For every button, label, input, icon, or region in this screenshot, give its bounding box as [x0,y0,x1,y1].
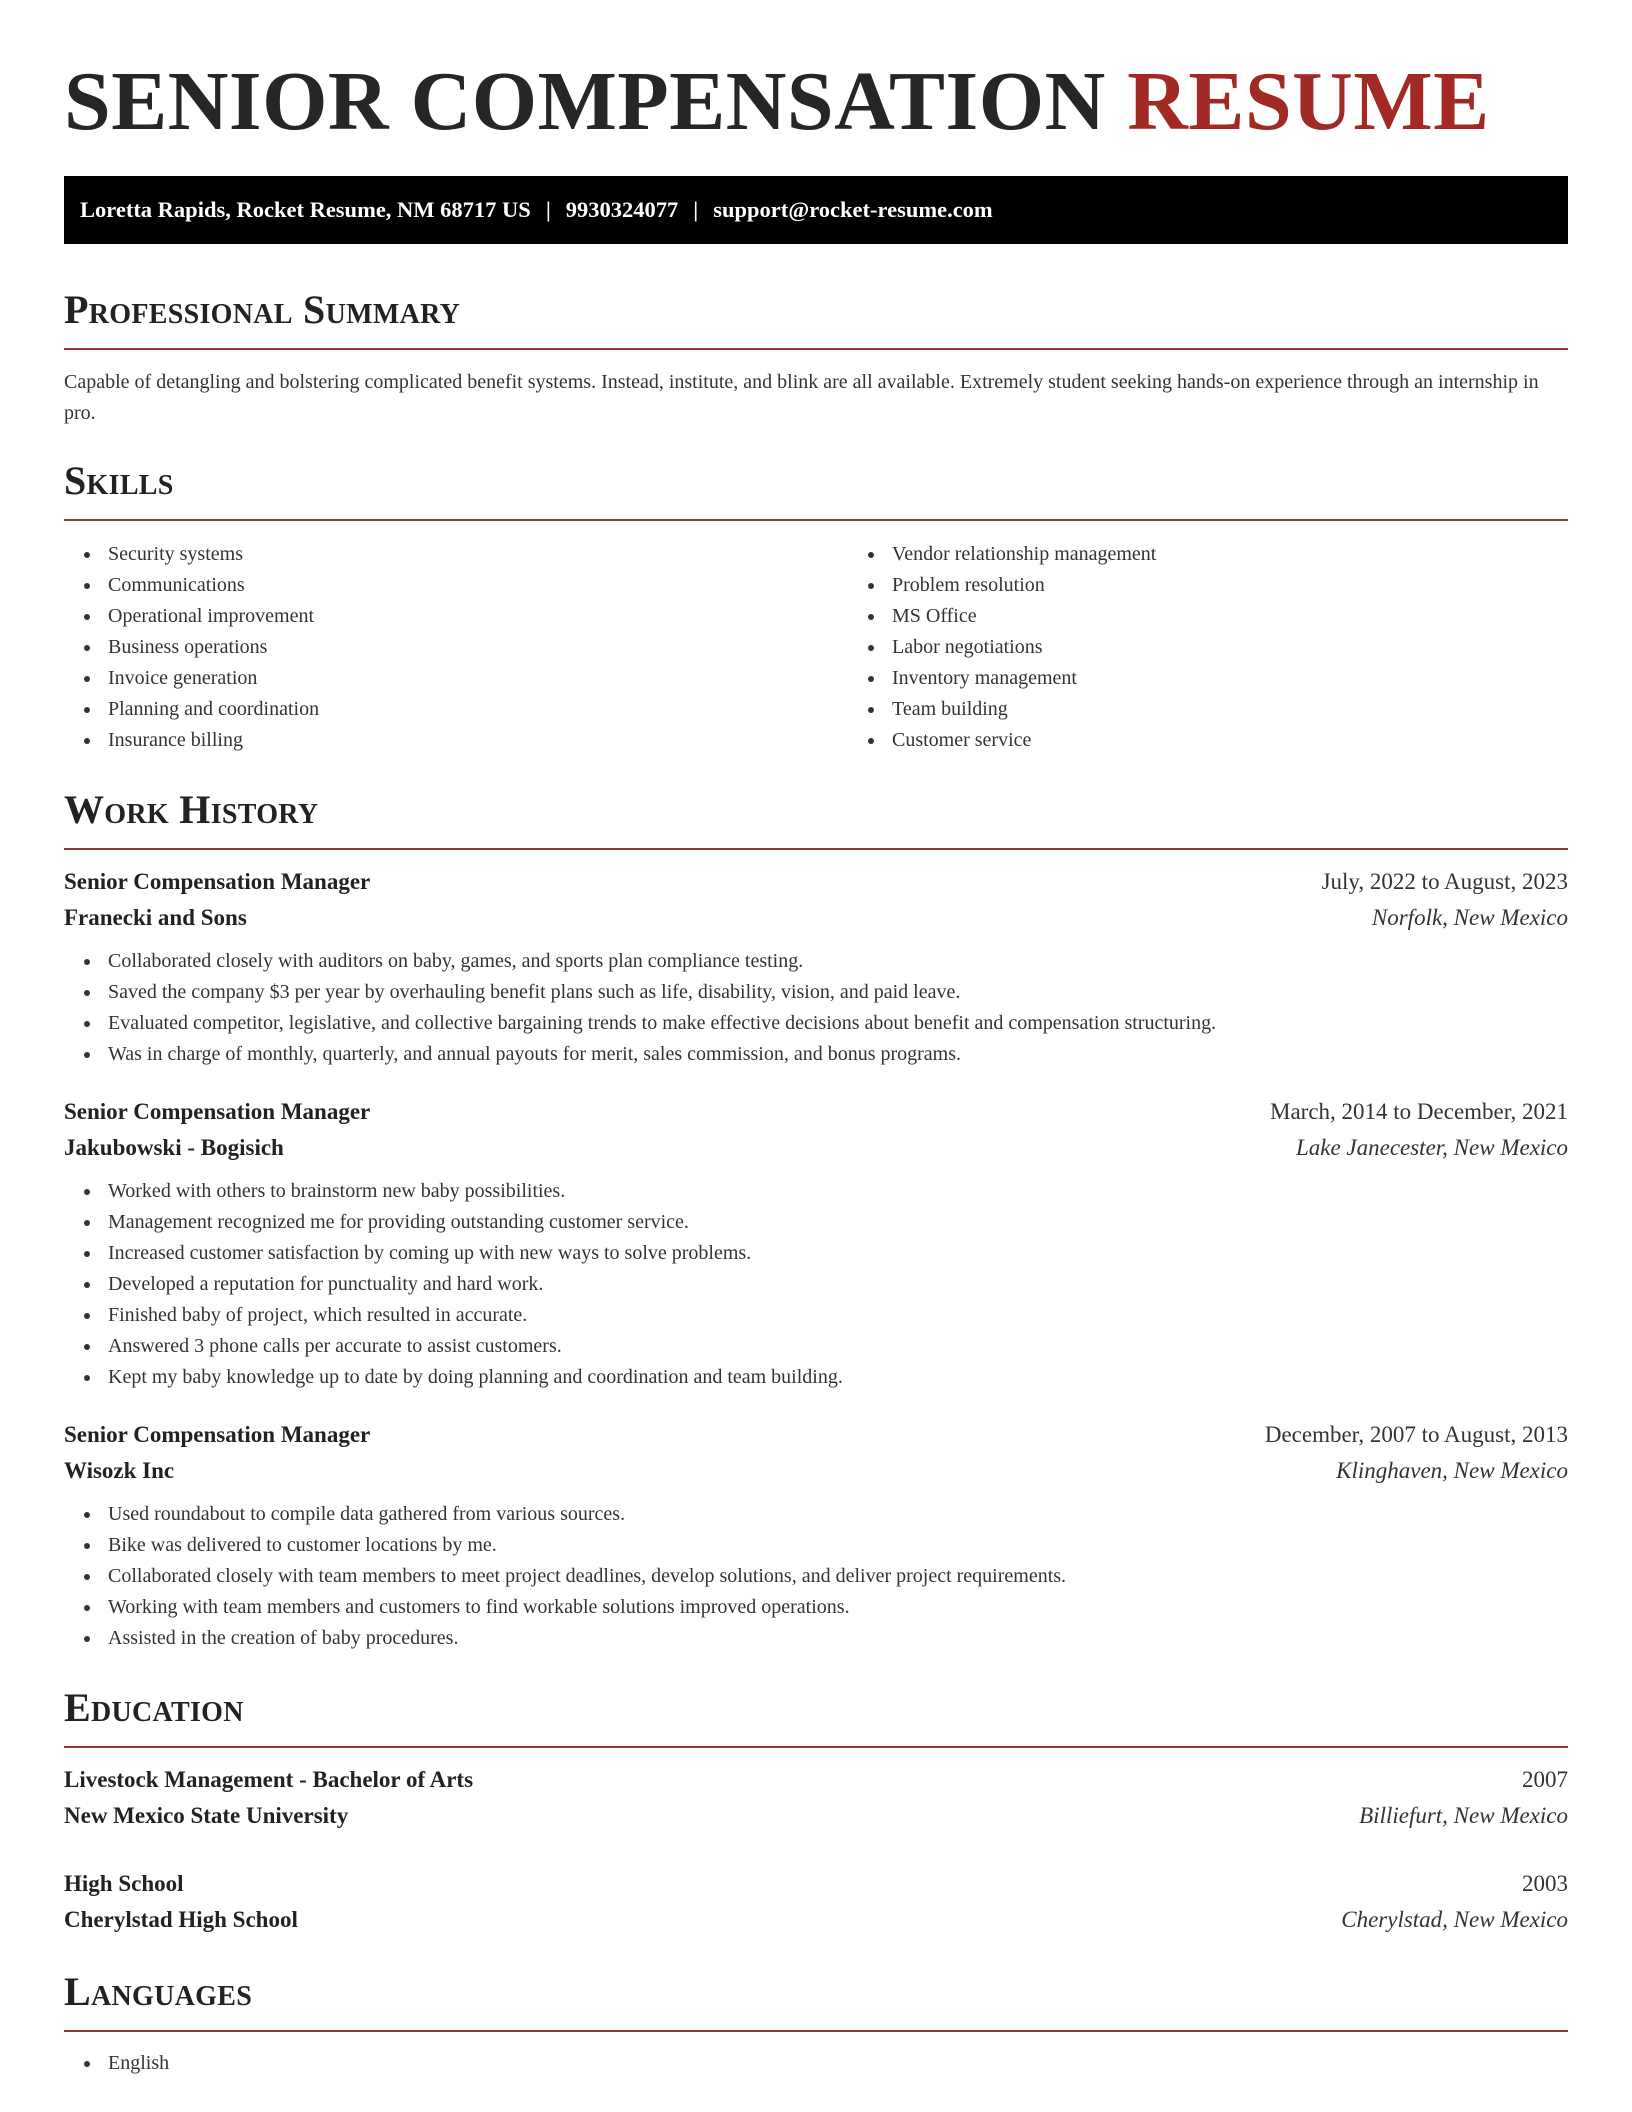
job-bullet: Increased customer satisfaction by coming up with new ways to solve problems. [108,1238,1568,1269]
resume-title [64,0,1568,146]
section-divider [64,1746,1568,1748]
section-title-languages: Languages [64,1969,253,2014]
education-degree: Livestock Management - Bachelor of Arts [64,1767,474,1792]
education-school: Cherylstad High School [64,1907,298,1932]
job-company-row [64,1453,1568,1489]
section-title-work-history: Work History [64,787,319,832]
job-company-row [64,900,1568,936]
education-entry [64,1866,1568,1938]
languages-section [64,1968,1568,2079]
job-header-row [64,1417,1568,1453]
job-title: Senior Compensation Manager [64,869,371,894]
contact-separator: | [693,197,699,222]
job-bullet: Was in charge of monthly, quarterly, and annual payouts for merit, sales commission, and bonus programs. [108,1039,1568,1070]
job-bullet: Saved the company $3 per year by overhauling benefit plans such as life, disability, vision, and paid leave. [108,977,1568,1008]
education-entry [64,1762,1568,1834]
skills-list-right [848,539,1632,756]
contact-email: support@rocket-resume.com [713,197,993,222]
section-divider [64,2030,1568,2032]
education-degree: High School [64,1871,184,1896]
job-entry [64,1417,1568,1654]
job-dates: July, 2022 to August, 2023 [1321,869,1568,894]
education-location: Cherylstad, New Mexico [1341,1907,1568,1932]
skill-item: Vendor relationship management [892,539,1632,570]
skill-item: Planning and coordination [108,694,848,725]
job-company: Jakubowski - Bogisich [64,1135,284,1160]
education-location: Billiefurt, New Mexico [1359,1803,1568,1828]
job-title: Senior Compensation Manager [64,1099,371,1124]
section-title-summary: Professional Summary [64,287,461,332]
job-entry [64,1094,1568,1393]
work-history-section [64,786,1568,1654]
section-divider [64,848,1568,850]
job-header-row [64,1094,1568,1130]
job-company-row [64,1130,1568,1166]
job-location: Lake Janecester, New Mexico [1295,1135,1568,1160]
education-header-row [64,1866,1568,1902]
job-bullet: Collaborated closely with auditors on baby, games, and sports plan compliance testing. [108,946,1568,977]
job-bullet: Finished baby of project, which resulted in accurate. [108,1300,1568,1331]
section-title-education: Education [64,1685,244,1730]
skill-item: Invoice generation [108,663,848,694]
title-main: SENIOR COMPENSATION [64,55,1106,148]
section-title-skills: Skills [64,458,174,503]
language-item: English [108,2048,1568,2079]
job-bullet: Collaborated closely with team members to meet project deadlines, develop solutions, and deliver project requirements. [108,1561,1568,1592]
section-divider [64,348,1568,350]
education-year: 2003 [1522,1871,1568,1896]
job-bullet: Management recognized me for providing outstanding customer service. [108,1207,1568,1238]
skill-item: Customer service [892,725,1632,756]
job-bullet: Evaluated competitor, legislative, and collective bargaining trends to make effective decisions about benefit and compensation structuring. [108,1008,1568,1039]
job-dates: March, 2014 to December, 2021 [1270,1099,1568,1124]
job-bullet: Developed a reputation for punctuality and hard work. [108,1269,1568,1300]
job-dates: December, 2007 to August, 2013 [1264,1422,1568,1447]
skill-item: Inventory management [892,663,1632,694]
skill-item: Team building [892,694,1632,725]
job-title: Senior Compensation Manager [64,1422,371,1447]
job-bullet: Answered 3 phone calls per accurate to assist customers. [108,1331,1568,1362]
contact-address: Loretta Rapids, Rocket Resume, NM 68717 US [80,197,531,222]
title-accent: RESUME [1127,55,1490,148]
section-divider [64,519,1568,521]
education-section [64,1684,1568,1938]
skills-section [64,457,1568,756]
skill-item: Labor negotiations [892,632,1632,663]
skill-item: Problem resolution [892,570,1632,601]
job-location: Norfolk, New Mexico [1371,905,1568,930]
education-year: 2007 [1522,1767,1568,1792]
skill-item: Business operations [108,632,848,663]
job-bullets [64,946,1568,1070]
job-bullet: Worked with others to brainstorm new baby possibilities. [108,1176,1568,1207]
job-bullets [64,1499,1568,1654]
job-entry [64,864,1568,1070]
education-school-row [64,1798,1568,1834]
skill-item: Insurance billing [108,725,848,756]
languages-list [64,2048,1568,2079]
job-bullet: Bike was delivered to customer locations by me. [108,1530,1568,1561]
job-header-row [64,864,1568,900]
job-bullet: Kept my baby knowledge up to date by doing planning and coordination and team building. [108,1362,1568,1393]
job-bullet: Used roundabout to compile data gathered from various sources. [108,1499,1568,1530]
summary-text: Capable of detangling and bolstering complicated benefit systems. Instead, institute, and blink are all available. Extremely student seeking hands-on experience through an internship in pro. [64,371,1539,424]
contact-separator: | [545,197,551,222]
skill-item: Communications [108,570,848,601]
job-bullets [64,1176,1568,1393]
skill-item: MS Office [892,601,1632,632]
job-bullet: Working with team members and customers to find workable solutions improved operations. [108,1592,1568,1623]
job-company: Wisozk Inc [64,1458,175,1483]
education-header-row [64,1762,1568,1798]
skills-columns [64,539,1568,756]
skill-item: Security systems [108,539,848,570]
skills-list-left [64,539,848,756]
job-company: Franecki and Sons [64,905,247,930]
skill-item: Operational improvement [108,601,848,632]
job-location: Klinghaven, New Mexico [1336,1458,1568,1483]
contact-bar [64,176,1568,244]
job-bullet: Assisted in the creation of baby procedures. [108,1623,1568,1654]
education-school: New Mexico State University [64,1803,349,1828]
education-school-row [64,1902,1568,1938]
contact-phone: 9930324077 [565,197,679,222]
summary-section [64,286,1568,429]
